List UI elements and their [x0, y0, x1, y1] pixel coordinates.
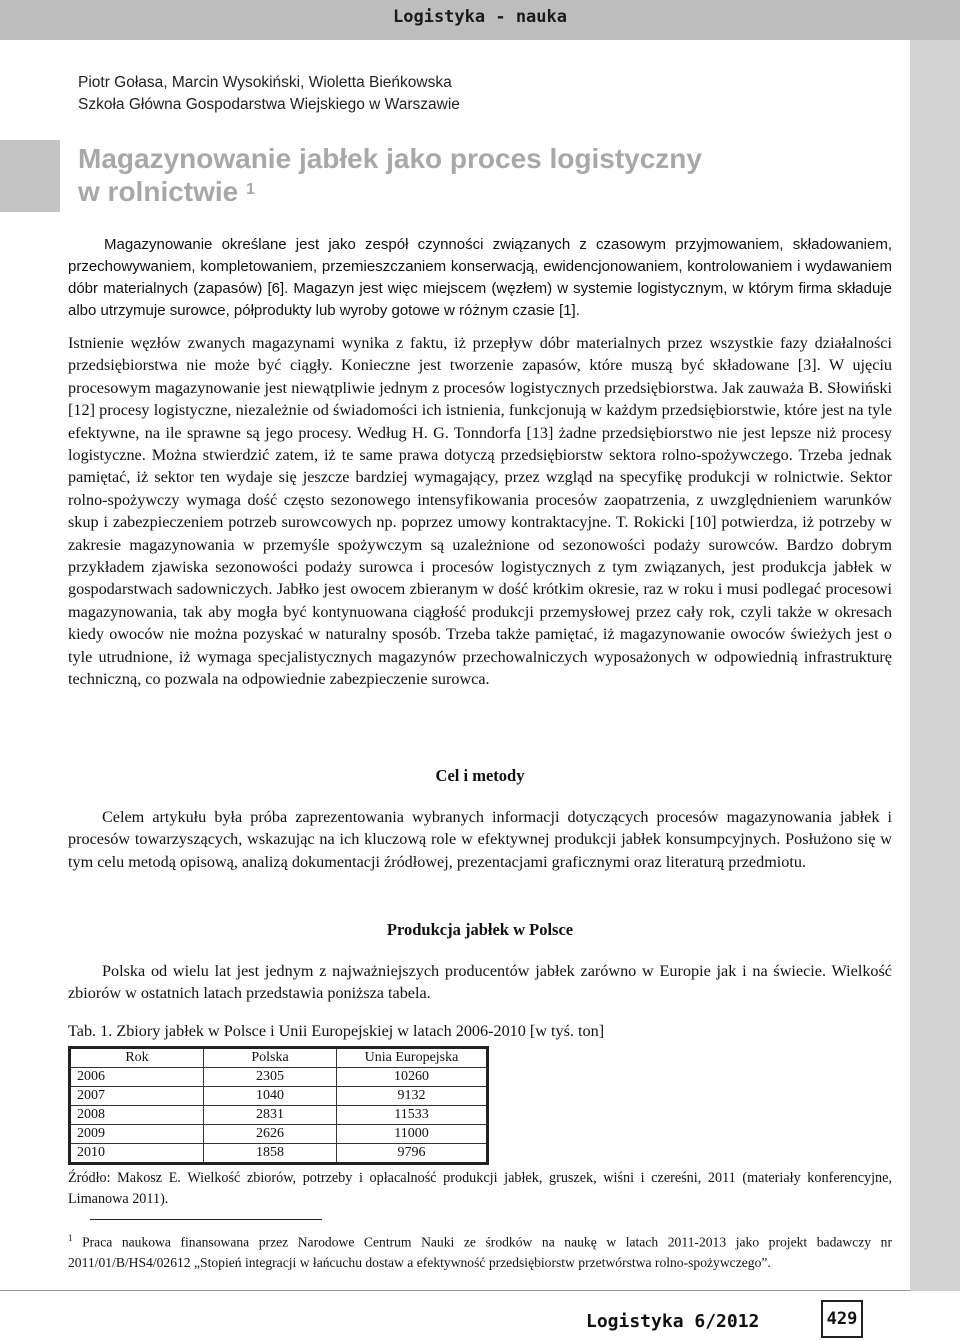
- table-row: [70, 1106, 488, 1125]
- table-cell: 2006: [70, 1068, 204, 1087]
- table-header-cell: Polska: [204, 1048, 337, 1068]
- table-row: [70, 1068, 488, 1087]
- heading-produkcja: Produkcja jabłek w Polsce: [386, 920, 574, 939]
- table-header-cell: Rok: [70, 1048, 204, 1068]
- footnote: [68, 1228, 892, 1273]
- table-cell: 11000: [337, 1125, 488, 1144]
- author-names: Piotr Gołasa, Marcin Wysokiński, Wioletta Bieńkowska: [78, 74, 452, 91]
- intro-paragraph: Magazynowanie określane jest jako zespół czynności związanych z czasowym przyjmowaniem, składowaniem, przechowywaniem, kompletowaniem, przemieszczaniem konserwacją, ewidencjonowaniem, kontrolowaniem i wydawaniem dóbr materialnych (zapasów) [6]. Magazyn jest więc miejscem (węzłem) w systemie logistycznym, w którym firma składuje albo utrzymuje surowce, półprodukty lub wyroby gotowe w różnym czasie [1].: [68, 236, 892, 319]
- heading-cel-i-metody: Cel i metody: [435, 766, 525, 785]
- title-line-1: Magazynowanie jabłek jako proces logistyczny: [78, 143, 702, 174]
- body-paragraph-cel: Celem artykułu była próba zaprezentowania wybranych informacji dotyczących procesów magazynowania jabłek i procesów towarzyszących, wskazując na ich kluczową role w efektywnej produkcji jabłek konsumpcyjnych. Posłużono się w tym celu metodą opisową, analizą dokumentacji źródłowej, prezentacjami graficznymi oraz literaturą przedmiotu.: [68, 808, 892, 871]
- title-line-2: [78, 175, 702, 208]
- table-row: [70, 1125, 488, 1144]
- author-affiliation: Szkoła Główna Gospodarstwa Wiejskiego w Warszawie: [78, 96, 460, 113]
- header-bar: [0, 0, 960, 40]
- table-cell: 2007: [70, 1087, 204, 1106]
- harvest-table: [68, 1046, 489, 1165]
- footer-rule: [0, 1290, 910, 1291]
- right-margin-bar: [910, 40, 960, 1291]
- journal-issue: Logistyka 6/2012: [586, 1311, 760, 1332]
- page-number: 429: [821, 1300, 863, 1338]
- title-line-2-text: w rolnictwie: [78, 176, 239, 207]
- table-cell: 9796: [337, 1144, 488, 1164]
- section-label: Logistyka - nauka: [393, 7, 567, 27]
- table-row: [70, 1087, 488, 1106]
- table-cell: 1040: [204, 1087, 337, 1106]
- table-header-cell: Unia Europejska: [337, 1048, 488, 1068]
- table-cell: 2305: [204, 1068, 337, 1087]
- table-cell: 2009: [70, 1125, 204, 1144]
- body-paragraph-1: Istnienie węzłów zwanych magazynami wynika z faktu, iż przepływ dóbr materialnych przez wszystkie fazy działalności przedsiębiorstwa nie może być ciągły. Konieczne jest tworzenie zapasów, które muszą być składowane [3]. W ujęciu procesowym magazynowanie jest niewątpliwie jednym z procesów logistycznych przedsiębiorstwa. Jak zauważa B. Słowiński [12] procesy logistyczne, niezależnie od świadomości ich istnienia, funkcjonują w każdym przedsiębiorstwie, które jest na tyle efektywne, na ile sprawne są jego procesy. Według H. G. Tonndorfa [13] żadne przedsiębiorstwo nie jest lepsze niż procesy logistyczne. Można stwierdzić zatem, iż te same prawa dotyczą przedsiębiorstw sektora rolno-spożywczego. Trzeba jednak pamiętać, iż sektor ten wydaje się jeszcze bardziej wymagający, przez wzgląd na specyfikę produkcji w rolnictwie. Sektor rolno-spożywczy wymaga dość często sezonowego intensyfikowania procesów zaopatrzenia, z uwzględnieniem warunków skup i zabezpieczeniem potrzeb surowcowych np. poprzez umowy kontraktacyjne. T. Rokicki [10] potwierdza, iż potrzeby w zakresie magazynowania w przemyśle spożywczym są uzależnione od sezonowości podaży surowców. Bardzo dobrym przykładem zjawiska sezonowości podaży surowca i procesów logistycznych z tym związanych, jest produkcja jabłek w gospodarstwach sadowniczych. Jabłko jest owocem zbieranym w dość krótkim okresie, raz w roku i musi podlegać procesowi magazynowania, tak aby mogła być kontynuowana ciągłość produkcji przemysłowej przez cały rok, czyli także w okresach kiedy owoców nie można pozyskać w naturalny sposób. Trzeba także pamiętać, iż magazynowanie owoców świeżych jest o tyle utrudnione, iż wymaga specjalistycznych magazynów przechowalniczych wyposażonych w odpowiednią infrastrukturę techniczną, co pozwala na odpowiednie zabezpieczenie surowca.: [68, 334, 892, 689]
- footnote-mark: 1: [68, 1233, 73, 1243]
- footnote-text: Praca naukowa finansowana przez Narodowe Centrum Nauki ze środków na naukę w latach 2011-2013 jako projekt badawczy nr 2011/01/B/HS4/02612 „Stopień integracji w łańcuchu dostaw a efektywność przedsiębiorstw przetwórstwa rolno-spożywczego”.: [68, 1234, 892, 1270]
- table-header-row: [70, 1048, 488, 1068]
- table-cell: 10260: [337, 1068, 488, 1087]
- table-row: [70, 1144, 488, 1164]
- table-cell: 2008: [70, 1106, 204, 1125]
- article-title: [78, 142, 702, 208]
- table-cell: 11533: [337, 1106, 488, 1125]
- title-footnote-mark: 1: [246, 181, 255, 198]
- table-cell: 2626: [204, 1125, 337, 1144]
- body-paragraph-produkcja: Polska od wielu lat jest jednym z najważniejszych producentów jabłek zarówno w Europie jak i na świecie. Wielkość zbiorów w ostatnich latach przedstawia poniższa tabela.: [68, 962, 892, 1003]
- table-source: Źródło: Makosz E. Wielkość zbiorów, potrzeby i opłacalność produkcji jabłek, gruszek, wiśni i czereśni, 2011 (materiały konferencyjne, Limanowa 2011).: [68, 1170, 892, 1207]
- author-block: [78, 72, 460, 116]
- title-accent-block: [0, 140, 60, 212]
- table-cell: 9132: [337, 1087, 488, 1106]
- footnote-divider: [90, 1219, 322, 1220]
- table-caption: Tab. 1. Zbiory jabłek w Polsce i Unii Europejskiej w latach 2006-2010 [w tyś. ton]: [68, 1022, 605, 1040]
- table-cell: 2010: [70, 1144, 204, 1164]
- table-cell: 1858: [204, 1144, 337, 1164]
- table-cell: 2831: [204, 1106, 337, 1125]
